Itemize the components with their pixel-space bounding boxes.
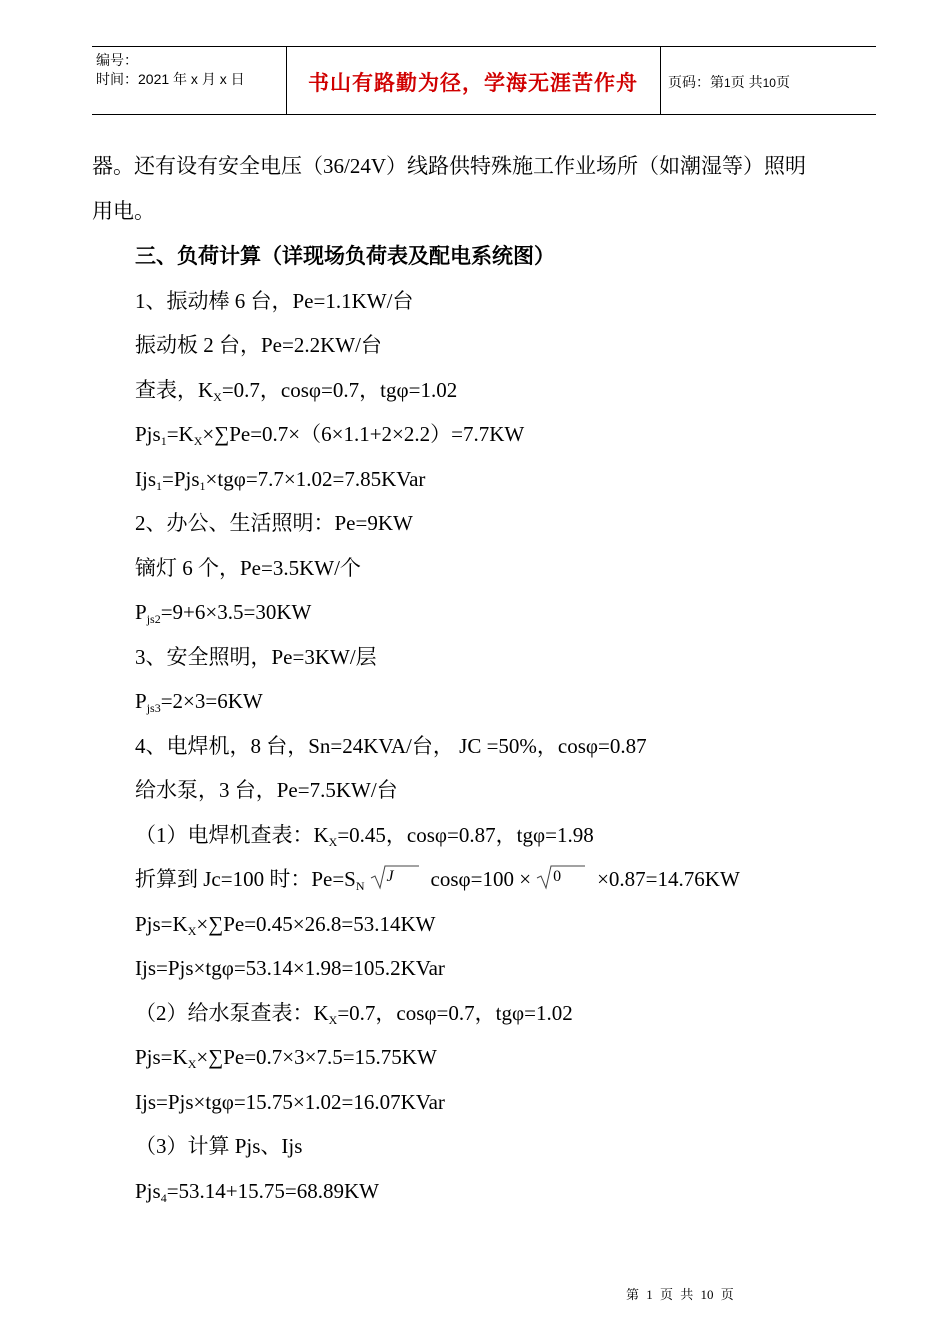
- page-total: 10: [762, 76, 776, 90]
- header-meta: [96, 51, 245, 89]
- sqrt-symbol: J: [369, 866, 421, 892]
- calc-line: Ijs$_1$=Pjs$_1$×tgφ=7.7×1.02=7.85KVar: [135, 467, 426, 493]
- page-header: [92, 46, 876, 115]
- calc-line: $Pjs_1=K_X\times\sum Pe=0.7\times(6\times 1.1+2\times 2.2)=7.7KW$: [135, 422, 525, 448]
- document-time: 时间：2021 年 x 月 x 日: [96, 71, 245, 87]
- page-suffix: 页: [775, 74, 790, 90]
- page-prefix: 页码：第: [668, 74, 724, 90]
- calc-line: 振动板 2 台，Pe=2.2KW/台: [135, 333, 382, 357]
- section-title: 三、负荷计算（详现场负荷表及配电系统图）: [135, 244, 555, 268]
- calc-line: 2、办公、生活照明：Pe=9KW: [135, 511, 413, 535]
- calc-line: 给水泵，3 台，Pe=7.5KW/台: [135, 778, 398, 802]
- calc-line: （3）计算 Pjs、Ijs: [135, 1134, 303, 1158]
- header-slogan: 书山有路勤为径，学海无涯苦作舟: [308, 71, 638, 95]
- calc-line: 查表，$K_X=0.7$，cosφ=0.7，tgφ=1.02: [135, 378, 458, 404]
- paragraph-line: 器。还有设有安全电压（36/24V）线路供特殊施工作业场所（如潮湿等）照明: [92, 154, 806, 178]
- calc-line: $Pjs=K_X\times\sum Pe=0.45\times 26.8=53.14KW$: [135, 912, 436, 938]
- calc-line: Ijs=Pjs×tgφ=15.75×1.02=16.07KVar: [135, 1090, 445, 1114]
- calc-line: 3、安全照明，Pe=3KW/层: [135, 645, 377, 669]
- calc-line: Pjs$_4$=53.14+15.75=68.89KW: [135, 1179, 379, 1205]
- paragraph-line: 用电。: [92, 199, 155, 223]
- calc-line: （2）给水泵查表：$K_X=0.7$，cosφ=0.7，tgφ=1.02: [135, 1001, 573, 1027]
- document-number-label: 编号：: [96, 52, 138, 68]
- page-current: 1: [724, 76, 731, 90]
- calc-line: （1）电焊机查表：$K_X=0.45$，cosφ=0.87，tgφ=1.98: [135, 823, 594, 849]
- header-page-info: [668, 72, 790, 92]
- calc-line: 镝灯 6 个，Pe=3.5KW/个: [135, 556, 361, 580]
- calc-line: Ijs=Pjs×tgφ=53.14×1.98=105.2KVar: [135, 956, 445, 980]
- page-mid: 页 共: [730, 74, 763, 90]
- calc-line: 1、振动棒 6 台，Pe=1.1KW/台: [135, 289, 414, 313]
- header-divider: [660, 47, 661, 114]
- page-footer: 第 1 页 共 10 页: [626, 1287, 734, 1302]
- calc-line: $P_{js2}=9+6\times 3.5=30KW$: [135, 600, 312, 626]
- calc-line: $Pjs=K_X\times\sum Pe=0.7\times 3\times 7.5=15.75KW$: [135, 1045, 437, 1071]
- calc-line: 4、电焊机，8 台，Sn=24KVA/台， JC =50%，cosφ=0.87: [135, 734, 647, 758]
- calc-line: 折算到 Jc=100 时：$Pe=S_N$ J cosφ=100 × 0 ×0.87=14.76KW: [135, 867, 740, 893]
- sqrt-symbol: 0: [535, 866, 587, 892]
- calc-line: $P_{js3}=2\times 3=6KW$: [135, 689, 263, 715]
